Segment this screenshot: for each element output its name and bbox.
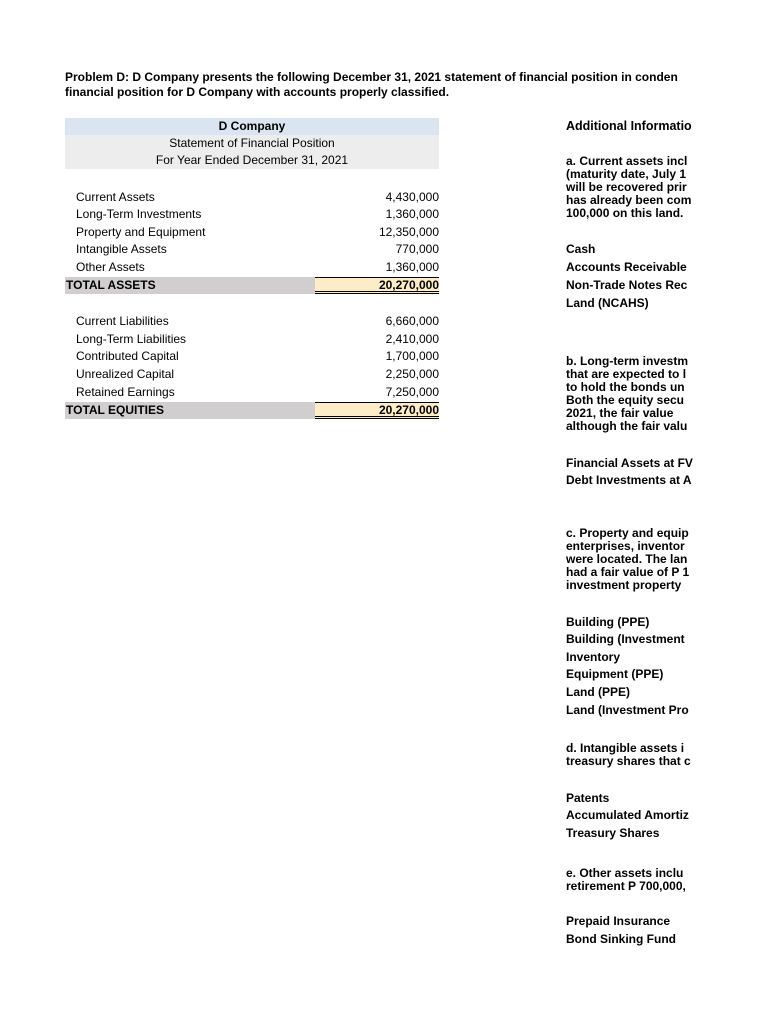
additional-info-heading: Additional Informatio — [566, 120, 692, 133]
note-a-item: Non-Trade Notes Rec — [566, 278, 688, 292]
asset-row — [65, 206, 439, 223]
equity-value: 2,250,000 — [385, 367, 439, 381]
note-a-item: Accounts Receivable — [566, 260, 687, 274]
note-d-item: Accumulated Amortiz — [566, 808, 689, 822]
asset-label: Long-Term Investments — [76, 207, 202, 221]
equity-label: Unrealized Capital — [76, 367, 175, 381]
note-d-text: d. Intangible assets i treasury shares that c — [566, 742, 691, 768]
note-e-item: Bond Sinking Fund — [566, 932, 676, 946]
note-c-item: Equipment (PPE) — [566, 667, 664, 681]
problem-line-1: Problem D: D Company presents the following December 31, 2021 statement of financial position in conden — [65, 70, 678, 84]
note-b-item: Financial Assets at FV — [566, 456, 693, 470]
note-c-item: Building (Investment — [566, 632, 685, 646]
equity-row — [65, 348, 439, 365]
note-e-item: Prepaid Insurance — [566, 914, 671, 928]
asset-label: Property and Equipment — [76, 225, 206, 239]
asset-label: Current Assets — [76, 190, 155, 204]
total-equities-row — [65, 402, 439, 419]
note-a-text: a. Current assets incl (maturity date, July 1 will be recovered prir has already been com 100,000 on this land. — [566, 155, 692, 220]
asset-label: Other Assets — [76, 260, 145, 274]
note-c-text: c. Property and equip enterprises, inventor were located. The lan had a fair value of P 1 investment property — [566, 527, 690, 592]
asset-value: 12,350,000 — [378, 225, 439, 239]
equity-value: 7,250,000 — [385, 385, 439, 399]
note-c-item: Land (Investment Pro — [566, 703, 689, 717]
equity-value: 2,410,000 — [385, 332, 439, 346]
statement-period: For Year Ended December 31, 2021 — [65, 152, 439, 169]
note-c-item: Inventory — [566, 650, 621, 664]
asset-label: Intangible Assets — [76, 242, 167, 256]
equity-row — [65, 313, 439, 330]
statement-title: Statement of Financial Position — [65, 135, 439, 152]
problem-line-2: financial position for D Company with accounts properly classified. — [65, 85, 450, 99]
asset-value: 1,360,000 — [385, 260, 439, 274]
asset-value: 1,360,000 — [385, 207, 439, 221]
asset-value: 770,000 — [395, 242, 439, 256]
note-d-item: Treasury Shares — [566, 826, 660, 840]
note-c-item: Building (PPE) — [566, 615, 650, 629]
equity-label: Long-Term Liabilities — [76, 332, 187, 346]
equity-row — [65, 366, 439, 383]
asset-row — [65, 189, 439, 206]
asset-value: 4,430,000 — [385, 190, 439, 204]
asset-row — [65, 259, 439, 276]
equity-label: Retained Earnings — [76, 385, 175, 399]
company-name: D Company — [65, 118, 439, 135]
total-assets-value: 20,270,000 — [315, 277, 439, 294]
note-d-item: Patents — [566, 791, 610, 805]
equity-label: Current Liabilities — [76, 314, 169, 328]
note-b-text: b. Long-term investm that are expected to l to hold the bonds un Both the equity secu 2021, the fair value although the fair valu — [566, 355, 689, 433]
note-a-item: Land (NCAHS) — [566, 296, 649, 310]
equity-row — [65, 331, 439, 348]
total-equities-value: 20,270,000 — [315, 402, 439, 419]
problem-heading — [65, 70, 768, 100]
note-a-item: Cash — [566, 242, 596, 256]
equity-label: Contributed Capital — [76, 349, 179, 363]
equity-value: 1,700,000 — [385, 349, 439, 363]
total-assets-label: TOTAL ASSETS — [66, 278, 156, 292]
equity-row — [65, 384, 439, 401]
total-assets-row — [65, 277, 439, 294]
note-b-item: Debt Investments at A — [566, 473, 692, 487]
asset-row — [65, 241, 439, 258]
note-e-text: e. Other assets inclu retirement P 700,000, — [566, 867, 686, 893]
total-equities-label: TOTAL EQUITIES — [66, 403, 165, 417]
note-c-item: Land (PPE) — [566, 685, 631, 699]
asset-row — [65, 224, 439, 241]
equity-value: 6,660,000 — [385, 314, 439, 328]
